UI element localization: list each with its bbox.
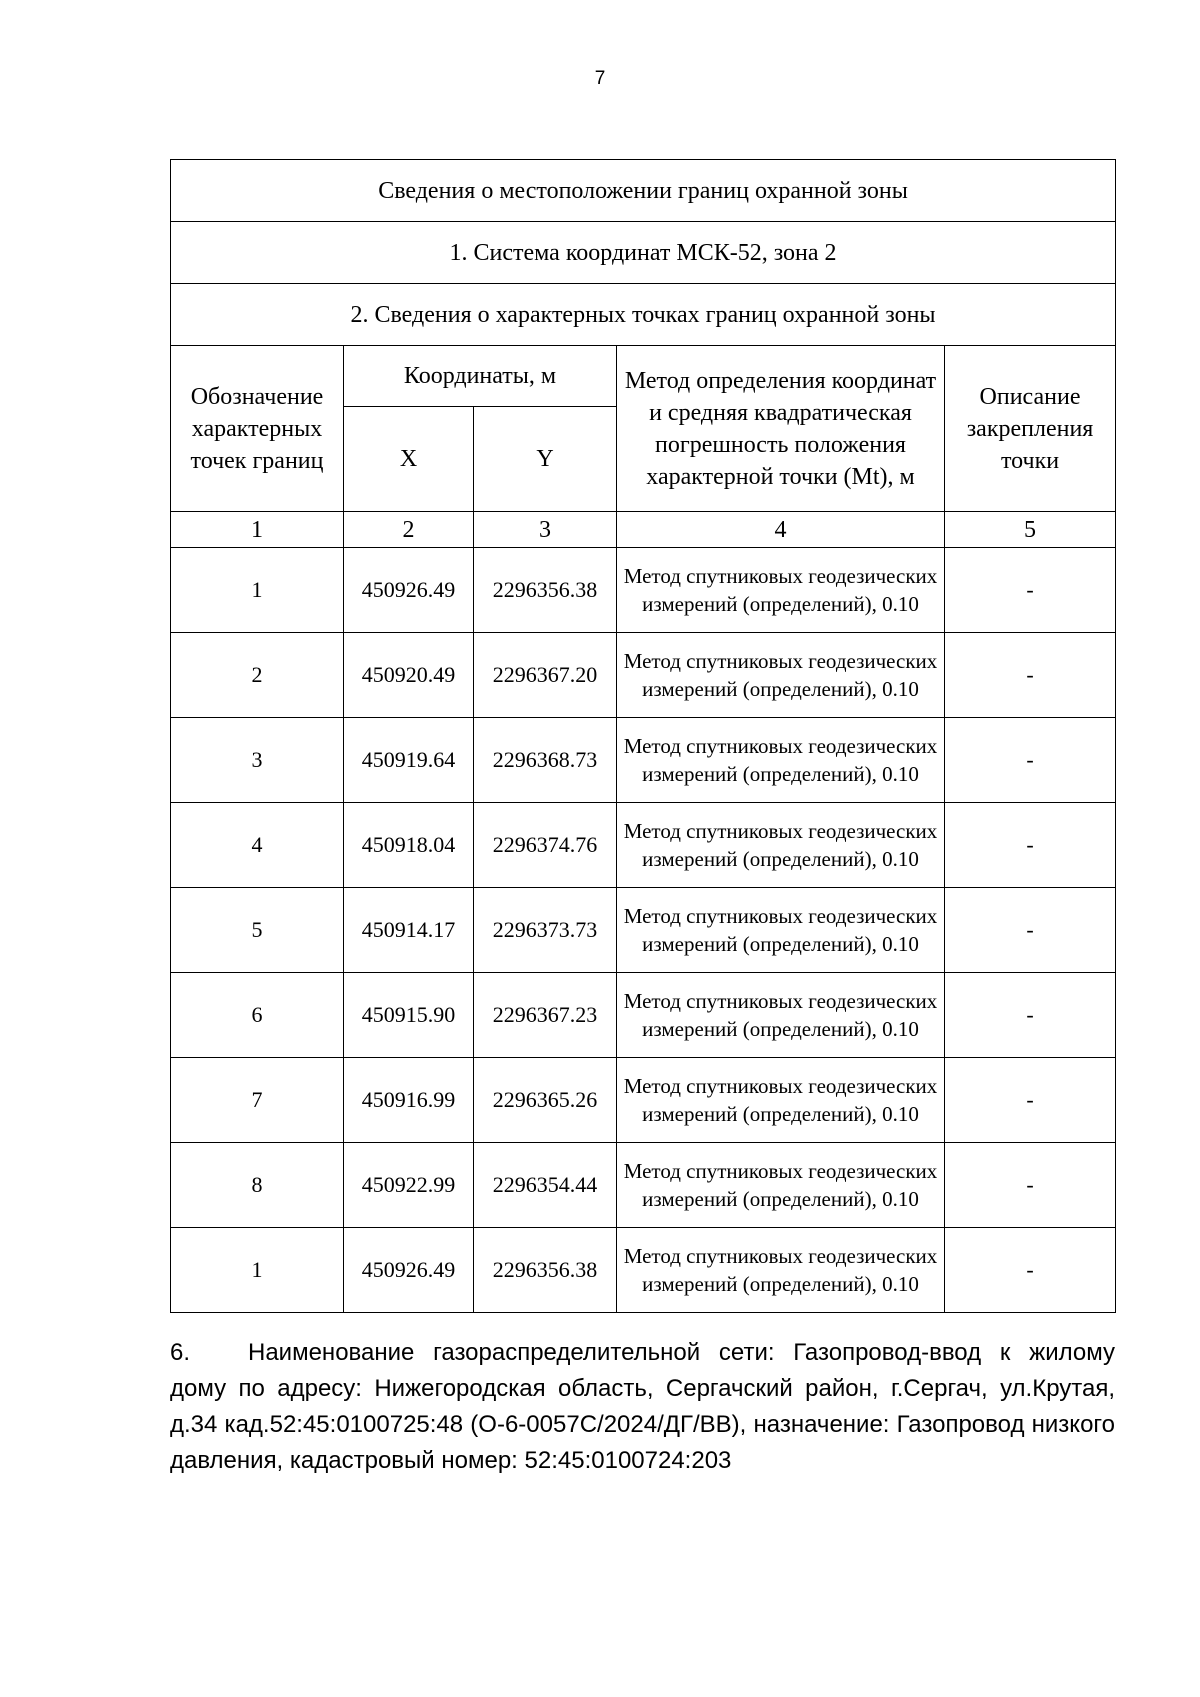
description-cell: -	[945, 888, 1116, 973]
x-coordinate-cell: 450918.04	[344, 803, 474, 888]
method-cell: Метод спутниковых геодезических измерений (определений), 0.10	[617, 803, 945, 888]
point-cell: 8	[171, 1143, 344, 1228]
header-y: Y	[474, 407, 617, 512]
header-coordinates: Координаты, м	[344, 346, 617, 407]
column-number: 1	[171, 512, 344, 548]
point-cell: 1	[171, 548, 344, 633]
network-description-paragraph	[170, 1335, 1115, 1479]
description-cell: -	[945, 1058, 1116, 1143]
x-coordinate-cell: 450915.90	[344, 973, 474, 1058]
description-cell: -	[945, 1143, 1116, 1228]
method-cell: Метод спутниковых геодезических измерений (определений), 0.10	[617, 1058, 945, 1143]
point-cell: 2	[171, 633, 344, 718]
y-coordinate-cell: 2296374.76	[474, 803, 617, 888]
x-coordinate-cell: 450916.99	[344, 1058, 474, 1143]
header-method: Метод определения координат и средняя квадратическая погрешность положения характерной точки (Mt), м	[617, 346, 945, 512]
method-cell: Метод спутниковых геодезических измерений (определений), 0.10	[617, 888, 945, 973]
y-coordinate-cell: 2296356.38	[474, 1228, 617, 1313]
table-row	[171, 888, 1116, 973]
paragraph-number: 6.	[170, 1339, 191, 1366]
table-row	[171, 1143, 1116, 1228]
method-cell: Метод спутниковых геодезических измерений (определений), 0.10	[617, 973, 945, 1058]
x-coordinate-cell: 450920.49	[344, 633, 474, 718]
point-cell: 6	[171, 973, 344, 1058]
table-title: Сведения о местоположении границ охранной зоны	[171, 160, 1116, 222]
method-cell: Метод спутниковых геодезических измерений (определений), 0.10	[617, 548, 945, 633]
description-cell: -	[945, 973, 1116, 1058]
header-x: X	[344, 407, 474, 512]
y-coordinate-cell: 2296365.26	[474, 1058, 617, 1143]
boundary-points-table	[170, 159, 1116, 1313]
x-coordinate-cell: 450922.99	[344, 1143, 474, 1228]
table-row	[171, 633, 1116, 718]
table-row	[171, 803, 1116, 888]
table-row	[171, 973, 1116, 1058]
y-coordinate-cell: 2296354.44	[474, 1143, 617, 1228]
x-coordinate-cell: 450926.49	[344, 1228, 474, 1313]
description-cell: -	[945, 803, 1116, 888]
point-cell: 7	[171, 1058, 344, 1143]
table-row	[171, 718, 1116, 803]
header-designation: Обозначение характерных точек границ	[171, 346, 344, 512]
method-cell: Метод спутниковых геодезических измерений (определений), 0.10	[617, 718, 945, 803]
point-cell: 4	[171, 803, 344, 888]
point-cell: 5	[171, 888, 344, 973]
x-coordinate-cell: 450919.64	[344, 718, 474, 803]
paragraph-text: Наименование газораспределительной сети: Газопровод-ввод к жилому дому по адресу: Нижегородская область, Сергачский район, г.Сергач, ул.Крутая, д.34 кад.52:45:0100725:48 (О-6-0057С/2024/ДГ/ВВ), назначение: Газопровод низкого давления, кадастровый номер: 52:45:0100724:203	[170, 1339, 1115, 1474]
y-coordinate-cell: 2296367.20	[474, 633, 617, 718]
table-row	[171, 548, 1116, 633]
header-description: Описание закрепления точки	[945, 346, 1116, 512]
description-cell: -	[945, 718, 1116, 803]
method-cell: Метод спутниковых геодезических измерений (определений), 0.10	[617, 1143, 945, 1228]
table-row	[171, 1228, 1116, 1313]
table-row	[171, 1058, 1116, 1143]
column-number: 2	[344, 512, 474, 548]
x-coordinate-cell: 450914.17	[344, 888, 474, 973]
description-cell: -	[945, 548, 1116, 633]
description-cell: -	[945, 633, 1116, 718]
column-number: 3	[474, 512, 617, 548]
y-coordinate-cell: 2296367.23	[474, 973, 617, 1058]
column-number: 5	[945, 512, 1116, 548]
x-coordinate-cell: 450926.49	[344, 548, 474, 633]
method-cell: Метод спутниковых геодезических измерений (определений), 0.10	[617, 1228, 945, 1313]
point-cell: 1	[171, 1228, 344, 1313]
y-coordinate-cell: 2296373.73	[474, 888, 617, 973]
points-section-title: 2. Сведения о характерных точках границ охранной зоны	[171, 284, 1116, 346]
y-coordinate-cell: 2296356.38	[474, 548, 617, 633]
point-cell: 3	[171, 718, 344, 803]
method-cell: Метод спутниковых геодезических измерений (определений), 0.10	[617, 633, 945, 718]
page-number: 7	[594, 68, 606, 89]
coordinate-system: 1. Система координат МСК-52, зона 2	[171, 222, 1116, 284]
description-cell: -	[945, 1228, 1116, 1313]
column-number: 4	[617, 512, 945, 548]
table-body	[171, 548, 1116, 1313]
y-coordinate-cell: 2296368.73	[474, 718, 617, 803]
